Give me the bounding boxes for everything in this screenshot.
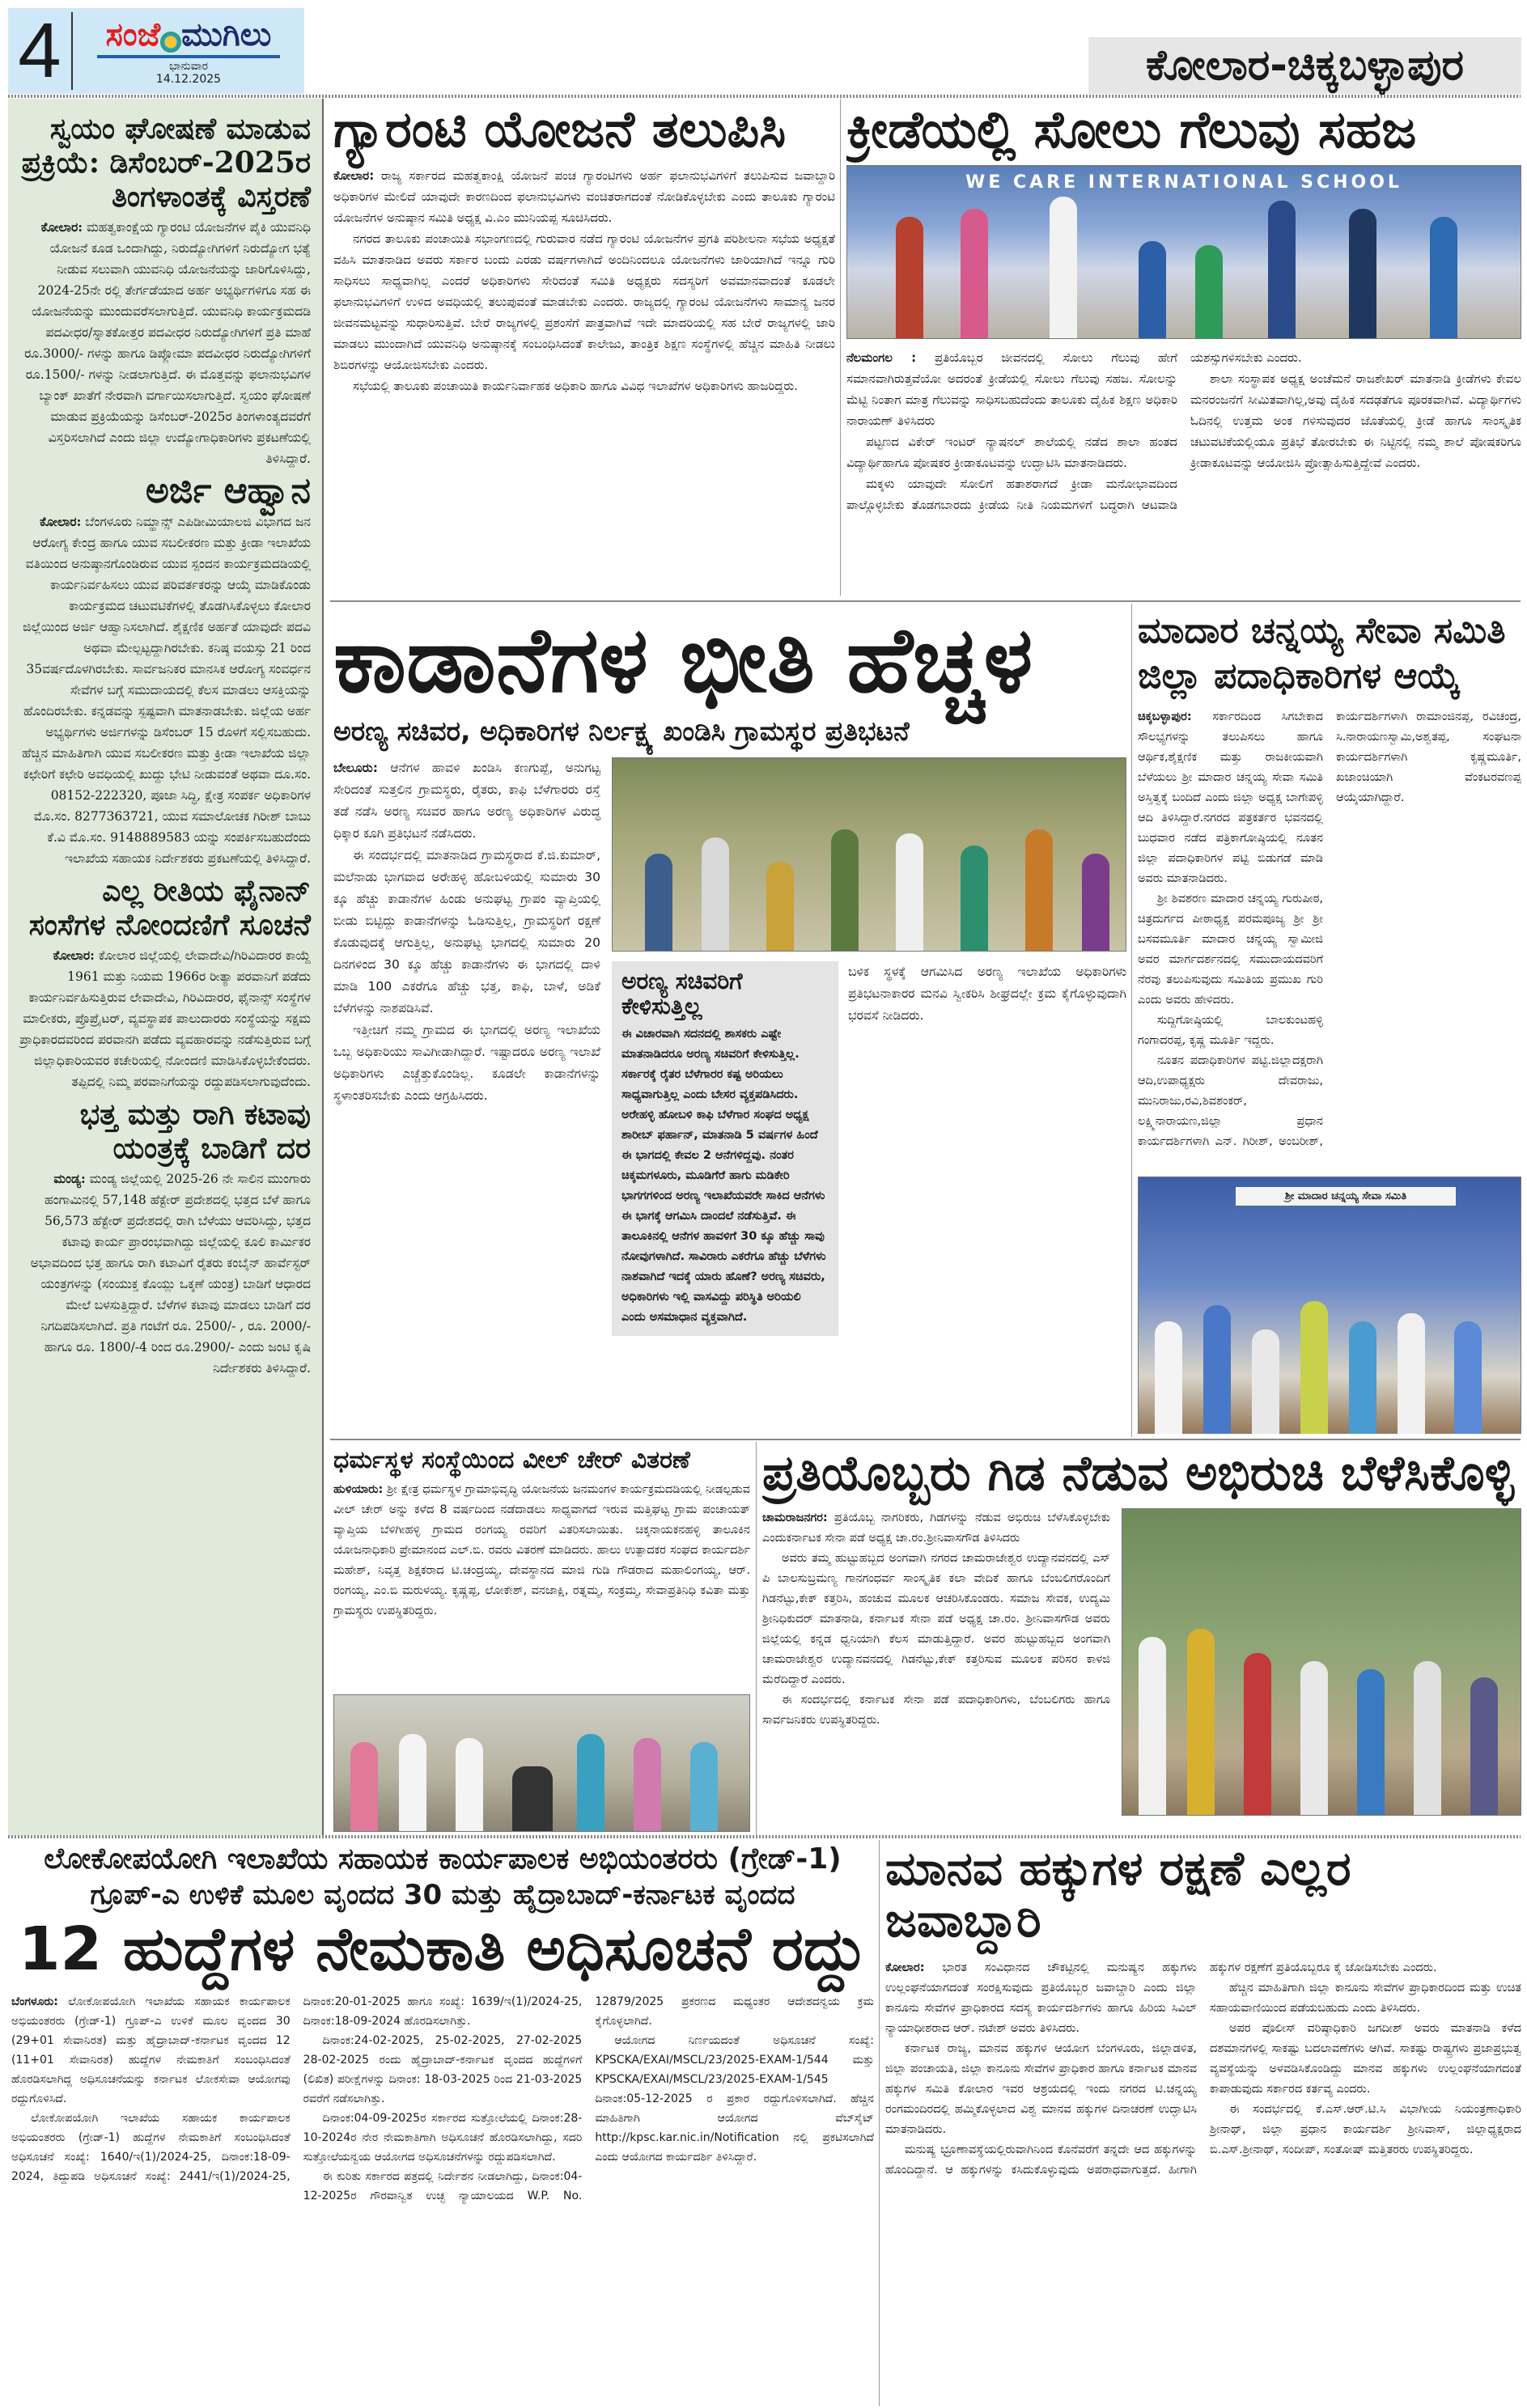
person-figure (896, 217, 923, 338)
person-figure (1470, 1677, 1498, 1815)
paragraph: ನಗರದ ತಾಲೂಕು ಪಂಚಾಯಿತಿ ಸಭಾಂಗಣದಲ್ಲಿ ಗುರುವಾರ ನಡೆದ ಗ್ಯಾರಂಟಿ ಯೋಜನೆಗಳ ಪ್ರಗತಿ ಪರಿಶೀಲನಾ ಸಭೆಯ ಅಧ್ಯಕ್ಷತೆ ವಹಿಸಿ ಮಾತನಾಡಿದ ಅವರು ಸರ್ಕಾರ ಬಂದು ಎರಡು ವರ್ಷಗಳಾಗಿದೆ ಅಂದಿನಿಂದಲೂ ಯೋಜನೆಗಳು ಜಾರಿಯಾಗಿದೆ ಇನ್ನೂ ಗುರಿ ಸಾಧಿಸಲು ಸಾಧ್ಯವಾಗಿಲ್ಲ ಎಂದರೆ ಅಧಿಕಾರಿಗಳು ಸೇರಿದಂತೆ ಸಮಿತಿ ಅಧ್ಯಕ್ಷರು ಸದಸ್ಯರಿಗೆ ಅವಮಾನವಾದಂತೆ ಕೂಡಲೇ ಫಲಾನುಭವಿಗಳಿಗೆ ಉಳಿದ ಅವಧಿಯಲ್ಲಿ ತಲುಪುವಂತೆ ಮಾಡಬೇಕು ಎಂದರು. ರಾಜ್ಯದಲ್ಲಿ ಗ್ಯಾರಂಟಿ ಯೋಜನೆಗಳು ಸಾಮಾನ್ಯ ಜನರ ಜೀವನಮಟ್ಟವನ್ನು ಸುಧಾರಿಸುತ್ತಿವೆ. ಬೇರೆ ರಾಜ್ಯಗಳಲ್ಲಿ ಪ್ರಶಂಸೆಗೆ ಪಾತ್ರವಾಗಿವೆ ಇದೇ ಮಾದರಿಯಲ್ಲಿ ಸಹ ಬೇರೆ ರಾಜ್ಯಗಳಲ್ಲಿ ಜಾರಿ ಮಾಡಲು ಮುಂದಾಗಿದೆ ಯುವನಿಧಿ ಅನುಷ್ಠಾನಕ್ಕೆ ಸಂಬಂಧಿಸಿದಂತೆ ಕಾಲೇಜು, ತಾಂತ್ರಿಕ ಶಿಕ್ಷಣ ಸಂಸ್ಥೆಗಳಲ್ಲಿ ಹೆಚ್ಚಿನ ಮಾಹಿತಿ ನೀಡಲು ಶಿಬಿರಗಳನ್ನು ಆಯೋಜಿಸಬೇಕು ಎಂದರು. (333, 231, 835, 373)
article-headline: ಕಾಡಾನೆಗಳ ಭೀತಿ ಹೆಚ್ಚಳ (333, 608, 1033, 713)
dateline: ಕೋಲಾರ: (40, 219, 83, 235)
person-figure (1203, 1305, 1231, 1434)
dateline: ಚಿಕ್ಕಬಳ್ಳಾಪುರ: (1138, 710, 1192, 723)
person-figure (961, 209, 988, 338)
person-figure (1082, 854, 1109, 951)
paragraph: ಶಾಲಾ ಸಂಸ್ಥಾಪಕ ಅಧ್ಯಕ್ಷ ಅಂಚೆಮನೆ ರಾಜಶೇಖರ್ ಮಾತನಾಡಿ ಕ್ರೀಡೆಗಳು ಕೇವಲ ಮನರಂಜನೆಗೆ ಸೀಮಿತವಾಗಿಲ್ಲ,ಅವು ದೈಹಿಕ ಸದಢತೆಗೂ ಪೂರಕವಾಗಿವೆ. ವಿದ್ಯಾರ್ಥಿಗಳು ಓದಿನಲ್ಲಿ ಉತ್ತಮ ಅಂಕ ಗಳಿಸುವುದರ ಜೊತೆಯಲ್ಲಿ ಕ್ರೀಡೆ ಹಾಗೂ ಸಾಂಸ್ಕೃತಿಕ ಚಟುವಟಿಕೆಯಲ್ಲಿಯೂ ಪ್ರತಿಭೆ ತೋರಬೇಕು ಈ ನಿಟ್ಟಿನಲ್ಲಿ ನಮ್ಮ ಶಾಲೆ ಪೋಷಕರಿಗೂ ಕ್ರೀಡಾಕೂಟವನ್ನು ಆಯೋಜಿಸಿ ಪ್ರೋತ್ಸಾಹಿಸುತ್ತಿದ್ದೇವೆ ಎಂದರು. (1190, 371, 1521, 471)
issue-day: ಭಾನುವಾರ (168, 60, 209, 73)
issue-date: 14.12.2025 (155, 73, 222, 86)
article-headline: ಪ್ರತಿಯೊಬ್ಬರು ಗಿಡ ನೆಡುವ ಅಭಿರುಚಿ ಬೆಳೆಸಿಕೊಳ್ಳಿ (762, 1447, 1515, 1502)
article-body (11, 1992, 874, 2206)
body-text: ಶ್ರೀ ಕ್ಷೇತ್ರ ಧರ್ಮಸ್ಥಳ ಗ್ರಾಮಾಭಿವೃದ್ಧಿ ಯೋಜನೆಯ ಜನಮಂಗಳ ಕಾರ್ಯಕ್ರಮದಡಿಯಲ್ಲಿ ನೀಡಲ್ಪಡುವ ವೀಲ್ ಚೇರ್ ಅನ್ನು ಕಳೆದ 8 ವರ್ಷದಿಂದ ನಡೆದಾಡಲು ಸಾಧ್ಯವಾಗದೆ ಇರುವ ಮತ್ತಿಘಟ್ಟ ಗ್ರಾಮ ಪಂಚಾಯತ್ ವ್ಯಾಪ್ತಿಯ ಬೆಳಿಗೀಹಳ್ಳಿ ಗ್ರಾಮದ ರಂಗಯ್ಯ ರವರಿಗೆ ವಿತರಿಸಲಾಯಿತು. ಚಿಕ್ಕನಾಯಕನಹಳ್ಳಿ ತಾಲೂಕಿನ ಯೋಜನಾಧಿಕಾರಿ ಪ್ರೇಮಾನಂದ ಎಲ್.ಬಿ. ರವರು ವಿತರಣೆ ಮಾಡಿದರು. ಹಾಲು ಉತ್ಪಾದಕರ ಸಂಘದ ಕಾರ್ಯದರ್ಶಿ ಮಹೇಶ್, ನಿವೃತ್ತ ಶಿಕ್ಷಕರಾದ ಟಿ.ಚಂದ್ರಯ್ಯ, ದೇವಸ್ಥಾನದ ಮಾಜಿ ಗುಡಿ ಗೌಡರಾದ ಮಹಾಲಿಂಗಯ್ಯ, ಆರ್. ರಂಗಯ್ಯ, ಎಂ.ಬಿ ಮರುಳಯ್ಯ. ಕೃಷ್ಣಪ್ಪ, ಲೋಕೇಶ್, ವನಜಾಕ್ಷಿ, ರತ್ನಮ್ಮ, ಸಂಕ್ರಮ್ಮ, ಸೇವಾಪ್ರತಿನಿಧಿ ಕವಿತಾ ಮತ್ತು ಗ್ರಾಮಸ್ಥರು ಉಪಸ್ಥಿತರಿದ್ದರು. (333, 1483, 750, 1617)
paragraph: ನೂತನ ಪದಾಧಿಕಾರಿಗಳ ಪಟ್ಟಿ.ಜಿಲ್ಲಾದಕ್ಷರಾಗಿ ಆದಿ,ಉಪಾಧ್ಯಕ್ಷರು ದೇವರಾಜು, ಮುನಿರಾಜು,ರವಿ,ಶಿವಶಂಕರ್, ಲಕ್ಷ್ಮಿನಾರಾಯಣ,ಜಿಲ್ಲಾ ಪ್ರಧಾನ ಕಾರ್ಯದರ್ಶಿಗಳಾಗಿ ಎನ್. ಗಿರೀಶ್, ಅಂಬರೀಶ್, ಕಾರ್ಯದರ್ಶಿಗಳಾಗಿ ರಾಮಾಂಜಿನಪ್ಪ, ರವಿಚಂದ್ರ, ಸಿ.ನಾರಾಯಣಸ್ವಾಮಿ,ಅಶ್ವತಪ್ಪ, ಸಂಘಟನಾ ಕಾರ್ಯದರ್ಶಿಗಳಾಗಿ ಕೃಷ್ಣಮೂರ್ತಿ, ಖಜಾಂಚಿಯಾಗಿ ವೆಂಕಟರವಣಪ್ಪ ಆಯ್ಕೆಯಾಗಿದ್ದಾರೆ. (1138, 710, 1521, 1148)
photo-frame (846, 165, 1521, 339)
headline-kicker: ಲೋಕೋಪಯೋಗಿ ಇಲಾಖೆಯ ಸಹಾಯಕ ಕಾರ್ಯಪಾಲಕ ಅಭಿಯಂತರರು (ಗ್ರೇಡ್-1) (44, 1843, 842, 1876)
article-headline: 12 ಹುದ್ದೆಗಳ ನೇಮಕಾತಿ ಅಧಿಸೂಚನೆ ರದ್ದು (19, 1914, 867, 1984)
dateline: ಹುಳಿಯಾರು: (333, 1483, 384, 1496)
paragraph: ಮಕ್ಕಳು ಯಾವುದೇ ಸೋಲಿಗೆ ಹತಾಶರಾಗದೆ ಕ್ರೀಡಾ ಮನೋಭಾವದಿಂದ ಪಾಲ್ಗೊಳ್ಳಬೇಕು ತೊಡಗಬಾರದು ಕ್ರೀಡೆಯ ನೀತಿ ನಿಯಮಗಳಿಗೆ ಬದ್ಧರಾಗಿ ಆಟವಾಡಿ ಯಶಸ್ಸುಗಳಿಸಬೇಕು ಎಂದರು. (846, 350, 1302, 513)
article-headline: ಗ್ಯಾರಂಟಿ ಯೋಜನೆ ತಲುಪಿಸಿ (333, 102, 787, 159)
section-banner: ಕೋಲಾರ-ಚಿಕ್ಕಬಳ್ಳಾಪುರ (1088, 37, 1521, 94)
column-divider (756, 1442, 757, 1835)
article-headline: ಮಾದಾರ ಚನ್ನಯ್ಯ ಸೇವಾ ಸಮಿತಿ ಜಿಲ್ಲಾ ಪದಾಧಿಕಾರಿಗಳ ಆಯ್ಕೆ (1138, 610, 1506, 697)
person-figure (690, 1742, 718, 1831)
wheelchair-photo (333, 1694, 750, 1832)
person-figure (634, 1738, 661, 1831)
wheelchair-figure (512, 1766, 553, 1831)
body-text: ಮಹತ್ವಕಾಂಕ್ಷೆಯ ಗ್ಯಾರಂಟಿ ಯೋಜನೆಗಳ ಪೈಕಿ ಯುವನಿಧಿ ಯೋಜನೆ ಕೂಡ ಒಂದಾಗಿದ್ದು, ನಿರುದ್ಯೋಗಿಗಳಿಗೆ ನಿರುದ್ಯೋಗ ಭತ್ಯೆ ನೀಡುವ ಸಲುವಾಗಿ ಯುವನಿಧಿ ಯೋಜನೆಯನ್ನು ಜಾರಿಗೊಳಿಸಿದ್ದು, 2024-25ನೇ ರಲ್ಲಿ ತೇರ್ಗಡೆಯಾದ ಅರ್ಹ ಅಭ್ಯರ್ಥಿಗಳಿಗೂ ಸಹ ಈ ಯೋಜನೆಯನ್ನು ಮುಂದುವರೆಸಲಾಗುತ್ತಿದೆ. ಯುವನಿಧಿ ಕಾರ್ಯಕ್ರಮದಡಿ ಪದವೀಧರ/ಸ್ನಾತಕೋತ್ತರ ಪದವೀಧರ ನಿರುದ್ಯೋಗಿಗಳಿಗೆ ಪ್ರತಿ ಮಾಹೆ ರೂ.3000/- ಗಳನ್ನು ಹಾಗೂ ಡಿಪ್ಲೋಮಾ ಪದವೀಧರ ನಿರುದ್ಯೋಗಿಗಳಿಗೆ ರೂ.1500/- ಗಳನ್ನು ನೀಡಲಾಗುತ್ತಿದೆ. ಈ ಮೊತ್ತವನ್ನು ಫಲಾನುಭವಿಗಳ ಬ್ಯಾಂಕ್ ಖಾತೆಗೆ ನೇರವಾಗಿ ವರ್ಗಾಯಿಸಲಾಗುತ್ತಿದೆ. ಸ್ವಯಂ ಘೋಷಣೆ ಮಾಡುವ ಪ್ರಕ್ರಿಯೆಯನ್ನು ಡಿಸೆಂಬರ್-2025ರ ತಿಂಗಳಾಂತ್ಯದವರೆಗೆ ವಿಸ್ತರಿಸಲಾಗಿದೆ ಎಂದು ಜಿಲ್ಲಾ ಉದ್ಯೋಗಾಧಿಕಾರಿಗಳು ಪ್ರಕಟಣೆಯಲ್ಲಿ ತಿಳಿಸಿದ್ದಾರೆ. (24, 220, 311, 466)
box-title: ಅರಣ್ಯ ಸಚಿವರಿಗೆ ಕೇಳಿಸುತ್ತಿಲ್ಲ (621, 968, 743, 1020)
article-body (19, 1168, 311, 1379)
person-figure (1139, 1637, 1166, 1815)
person-figure (645, 854, 672, 951)
box-body: ಈ ವಿಚಾರವಾಗಿ ಸದನದಲ್ಲಿ ಶಾಸಕರು ಎಷ್ಟೇ ಮಾತನಾಡಿದರೂ ಅರಣ್ಯ ಸಚಿವರಿಗೆ ಕೇಳಿಸುತ್ತಿಲ್ಲ. ಸರ್ಕಾರಕ್ಕೆ ರೈತರ ಬೆಳೆಗಾರರ ಕಷ್ಟ ಅರಿಯಲು ಸಾಧ್ಯವಾಗುತ್ತಿಲ್ಲ ಎಂದು ಬೇಸರ ವ್ಯಕ್ತಪಡಿಸಿದರು. ಅರೇಹಳ್ಳಿ ಹೋಬಳಿ ಕಾಫಿ ಬೆಳೆಗಾರ ಸಂಘದ ಅಧ್ಯಕ್ಷ ಶಾರೀಬ್ ಫರ್ಹಾನ್, ಮಾತನಾಡಿ 5 ವರ್ಷಗಳ ಹಿಂದೆ ಈ ಭಾಗದಲ್ಲಿ ಕೇವಲ 2 ಆನೆಗಳಿದ್ದವು. ನಂತರ ಚಿಕ್ಕಮಗಳೂರು, ಮೂಡಿಗೆರೆ ಹಾಗು ಮಡಿಕೇರಿ ಭಾಗಗಗಳಿಂದ ಅರಣ್ಯ ಇಲಾಖೆಯವರೇ ಸಾಕಿದ ಆನೆಗಳು ಈ ಭಾಗಕ್ಕೆ ಆಗಮಿಸಿ ದಾಂದಲೆ ನಡೆಸುತ್ತಿವೆ. ಈ ತಾಲೂಕಿನಲ್ಲಿ ಆನೆಗಳ ಹಾವಳಿಗೆ 30 ಕ್ಕೂ ಹೆಚ್ಚು ಸಾವು ನೋವುಗಳಾಗಿದೆ. ಸಾವಿರಾರು ಎಕರೆಗೂ ಹೆಚ್ಚು ಬೆಳೆಗಳು ನಾಶವಾಗಿದೆ ಇದಕ್ಕೆ ಯಾರು ಹೊಣೆ? ಅರಣ್ಯ ಸಚಿವರು, ಅಧಿಕಾರಿಗಳು ಇಲ್ಲಿ ವಾಸವಿದ್ದು ಪರಿಸ್ಥಿತಿ ಅರಿಯಲಿ ಎಂದು ಅಸಮಾಧಾನ ವ್ಯಕ್ತವಾಗಿದೆ. (621, 1027, 826, 1324)
section-divider (330, 600, 1521, 602)
person-figure (1349, 209, 1376, 338)
body-text: ಪ್ರತಿಯೊಬ್ಬ ನಾಗರಿಕರು, ಗಿಡಗಳನ್ನು ನೆಡುವ ಅಭಿರುಚಿ ಬೆಳೆಸಿಕೊಳ್ಳಬೇಕು ಎಂದುಕರ್ನಾಟಕ ಸೇನಾ ಪಡೆ ಅಧ್ಯಕ್ಷ ಚಾ.ರಂ.ಶ್ರೀನಿವಾಸಗೌಡ ತಿಳಿಸಿದರು (762, 1511, 1111, 1545)
paragraph (333, 757, 600, 845)
person-figure (1454, 1321, 1482, 1434)
tree-planting-photo (1122, 1508, 1521, 1816)
paragraph: ಅವರು ತಮ್ಮ ಹುಟ್ಟುಹಬ್ಬದ ಅಂಗವಾಗಿ ನಗರದ ಚಾಮರಾಜೇಶ್ವರ ಉದ್ಯಾನವನದಲ್ಲಿ ಎಸ್ ಪಿ ಬಾಲಸುಬ್ರಮಣ್ಯ ಗಾನಗಂಧರ್ವ ಸಾಂಸ್ಕೃತಿಕ ಕಲಾ ವೇದಿಕೆ ಹಾಗೂ ಬೆಂಬಲಿಗರೊಂದಿಗೆ ಗಿಡನೆಟ್ಟು,ಕೇಕ್ ಕತ್ತರಿಸಿ, ಹಂಚುವ ಮೂಲಕ ಆಚರಿಸಿಕೊಂಡರು. ಸಮಾಜ ಸೇವಕ, ಉದ್ಯಮಿ ಶ್ರೀನಿಧಿಕುದರ್ ಮಾತನಾಡಿ, ಕರ್ನಾಟಕ ಸೇನಾ ಪಡೆ ಅಧ್ಯಕ್ಷ ಚಾ.ರಂ. ಶ್ರೀನಿವಾಸಗೌಡ ಅವರು ಜಿಲ್ಲೆಯಲ್ಲಿ ಕನ್ನಡ ಧ್ವನಿಯಾಗಿ ಕೆಲಸ ಮಾಡುತ್ತಿದ್ದಾರೆ. ಅವರ ಹುಟ್ಟುಹಬ್ಬದ ಅಂಗವಾಗಿ ಚಾಮರಾಜೇಶ್ವರ ಉದ್ಯಾನವನದಲ್ಲಿ ಗಿಡನೆಟ್ಟು,ಕೇಕ್ ಕತ್ತರಿಸುವ ಮೂಲಕ ಪರಿಸರ ಕಾಳಜಿ ಮೆರೆದಿದ್ದಾರೆ ಎಂದರು. (762, 1552, 1110, 1686)
article-body (19, 945, 311, 1092)
paragraph (1138, 707, 1323, 889)
article-body (333, 1480, 750, 1622)
body-text: ಪ್ರತಿಯೊಬ್ಬರ ಜೀವನದಲ್ಲಿ ಸೋಲು ಗೆಲುವು ಹೇಗೆ ಸಮಾನವಾಗಿರುತ್ತವೆಯೋ ಅದರಂತೆ ಕ್ರೀಡೆಯಲ್ಲಿ ಸೋಲು ಗೆಲುವು ಸಹಜ. ಸೋಲನ್ನು ಮೆಟ್ಟಿ ನಿಂತಾಗ ಮಾತ್ರ ಗೆಲುವನ್ನು ಸಾಧಿಸಬಹುದೆಂದು ತಾಲೂಕು ದೈಹಿಕ ಶಿಕ್ಷಣ ಅಧಿಕಾರಿ ನಾರಾಯಣ್ ತಿಳಿಸಿದರು (846, 350, 1177, 429)
person-figure (577, 1734, 604, 1831)
person-figure (1430, 217, 1457, 338)
person-figure (1139, 241, 1166, 338)
dateline: ಬೇಲೂರು: (333, 761, 378, 776)
body-text: ರಾಜ್ಯ ಸರ್ಕಾರದ ಮಹತ್ವಕಾಂಕ್ಷಿ ಯೋಜನೆ ಪಂಚ ಗ್ಯಾರಂಟಿಗಳು ಅರ್ಹ ಫಲಾನುಭವಿಗಳಿಗೆ ತಲುಪಿಸುವ ಜವಾಬ್ದಾರಿ ಅಧಿಕಾರಿಗಳ ಮೇಲಿದೆ ಯಾವುದೇ ಕಾರಣದಿಂದ ಫಲಾನುಭವಿಗಳು ವಂಚಿತರಾಗದಂತೆ ನೋಡಿಕೊಳ್ಳಬೇಕು ಎಂದು ತಾಲೂಕು ಗ್ಯಾರಂಟಿ ಯೋಜನೆಗಳ ಅನುಷ್ಠಾನ ಸಮಿತಿ ಅಧ್ಯಕ್ಷ ವಿ.ಎಂ ಮುನಿಯಪ್ಪ ಸೂಚಿಸಿದರು. (333, 168, 835, 226)
sidebar-box (612, 961, 838, 1336)
person-figure (1268, 201, 1296, 338)
article-body (333, 165, 835, 396)
dateline: ಬೆಂಗಳೂರು: (11, 1995, 58, 2009)
paragraph: ಆಯೋಗದ ನಿರ್ಣಯದಂತೆ ಅಧಿಸೂಚನೆ ಸಂಖ್ಯೆ: KPSCKA/EXAI/MSCL/23/2025-EXAM-1/544 ಮತ್ತು KPSCKA/EXAI/MSCL/23/2025-EXAM-1/545 ದಿನಾಂಕ:05-12-2025 ರ ಪ್ರಕಾರ ರದ್ದುಗೊಳಿಸಲಾಗಿದೆ. ಹೆಚ್ಚಿನ ಮಾಹಿತಿಗಾಗಿ ಆಯೋಗದ ವೆಬ್‌ಸೈಟ್ http://kpsc.kar.nic.in/Notification ನಲ್ಲಿ ಪ್ರಕಟಿಸಲಾಗಿದೆ ಎಂದು ಆಯೋಗದ ಕಾರ್ಯದರ್ಶಿ ತಿಳಿಸಿದ್ದಾರೆ. (595, 2034, 874, 2164)
sports-photo (846, 165, 1521, 339)
article-pwd-recruitment (11, 1843, 874, 2405)
left-column-briefs (8, 99, 324, 1835)
paragraph: ಈ ಸಂದರ್ಭದಲ್ಲಿ ಕೆ.ಎಸ್.ಆರ್.ಟಿ.ಸಿ ವಿಭಾಗೀಯ ನಿಯಂತ್ರಣಾಧಿಕಾರಿ ಶ್ರೀನಾಥ್, ಜಿಲ್ಲಾ ಪ್ರಧಾನ ಕಾರ್ಯದರ್ಶಿ ಶ್ರೀನಿವಾಸ್, ಜಿಲ್ಲಾಧ್ಯಕ್ಷರಾದ ಬಿ.ಎಸ್.ಶ್ರೀನಾಥ್, ಸಂದೀಪ್, ಸಂತೋಷ್ ಮತ್ತಿತರರು ಉಪಸ್ಥಿತರಿದ್ದರು. (1210, 2102, 1521, 2156)
photo-banner-text: WE CARE INTERNATIONAL SCHOOL (965, 172, 1402, 193)
paragraph: ಈ ಸಂದರ್ಭದಲ್ಲಿ ಮಾತನಾಡಿದ ಗ್ರಾಮಸ್ಥರಾದ ಕೆ.ಜಿ.ಕುಮಾರ್, ಮಲೆನಾಡು ಭಾಗವಾದ ಅರೇಹಳ್ಳಿ ಹೋಬಳಿಯಲ್ಲಿ ಸುಮಾರು 30 ಕ್ಕೂ ಹೆಚ್ಚು ಕಾಡಾನೆಗಳ ಹಿಂಡು ಅನುಘಟ್ಟ ಗ್ರಾಪಂ ವ್ಯಾಪ್ತಿಯಲ್ಲಿ ಬೀಡು ಬಿಟ್ಟಿದ್ದು ಕಾಡಾನೆಗಳನ್ನು ಓಡಿಸುತ್ತಿಲ್ಲ, ಗ್ರಾಮಸ್ಥರಿಗೆ ರಕ್ಷಣೆ ಕೊಡುವುದಕ್ಕೆ ಆಗುತ್ತಿಲ್ಲ, ಅನುಘಟ್ಟ ಭಾಗದಲ್ಲಿ ಸುಮಾರು 20 ದಿನಗಳಿಂದ 30 ಕ್ಕೂ ಹೆಚ್ಚು ಕಾಡಾನೆಗಳು ಈ ಭಾಗದಲ್ಲಿ ದಾಳಿ ಮಾಡಿ 100 ಎಕರೆಗೂ ಹೆಚ್ಚು ಭತ್ತ, ಕಾಫಿ, ಬಾಳೆ, ಅಡಿಕೆ ಬೆಳೆಗಳನ್ನು ನಾಶಪಡಿಸಿವೆ. (333, 848, 600, 1016)
dateline: ಕೋಲಾರ: (39, 514, 82, 529)
article-body (19, 511, 311, 869)
paragraph (846, 347, 1177, 431)
column-divider (879, 1840, 880, 2406)
article-body (885, 1958, 1521, 2181)
sun-logo-icon (160, 32, 181, 53)
article-headline: ಮಾನವ ಹಕ್ಕುಗಳ ರಕ್ಷಣೆ ಎಲ್ಲರ ಜವಾಬ್ದಾರಿ (885, 1843, 1351, 1948)
person-figure (1025, 829, 1053, 951)
photo-frame (1122, 1508, 1521, 1816)
dateline: ಕೋಲಾರ: (53, 948, 95, 963)
article-body (19, 217, 311, 469)
person-figure (896, 833, 923, 951)
dateline: ಚಾಮರಾಜನಗರ: (762, 1511, 828, 1524)
column-divider (840, 99, 841, 596)
logo-part1: ಸಂಜೆ (105, 16, 161, 53)
article-tree-planting (762, 1447, 1521, 1832)
dateline: ಕೋಲಾರ: (333, 168, 375, 184)
person-figure (1155, 1321, 1182, 1434)
paragraph: ದಿನಾಂಕ:04-09-2025ರ ಸರ್ಕಾರದ ಸುತ್ತೋಲೆಯಲ್ಲಿ ದಿನಾಂಕ:28-10-2024ರ ನೇರ ನೇಮಕಾತಿಗಾಗಿ ಅಧಿಸೂಚನೆ ಹೊರಡಿಸಲಾಗಿದ್ದು, ಸದರಿ ಸುತ್ತೋಲೆಯನ್ವಯ ಆಯೋಗದ ಅಧಿಸೂಚನೆಗಳನ್ನು ರದ್ದುಪಡಿಸಲಾಗಿದೆ. (303, 2112, 583, 2164)
person-figure (1252, 1329, 1279, 1434)
paragraph (11, 1992, 291, 2109)
body-text: ಕೋಲಾರ ಜಿಲ್ಲೆಯಲ್ಲಿ ಲೇವಾದೇವಿ/ಗಿರಿವಿದಾರರ ಕಾಯ್ದೆ 1961 ಮತ್ತು ನಿಯಮ 1966ರ ರೀತ್ಯಾ ಪರವಾನಿಗೆ ಪಡೆದು ಕಾರ್ಯನಿರ್ವಹಿಸುತ್ತಿರುವ ಲೇವಾದೇವಿ, ಗಿರಿವಿದಾರರ, ಫೈನಾನ್ಸ್ ಸಂಸ್ಥೆಗಳ ಮಾಲೀಕರು, ಪ್ರೊಪ್ರೈಟರ್, ವ್ಯವಸ್ಥಾಪಕ ಪಾಲುದಾರರು ಸಂಸ್ಥೆಯನ್ನು ಸಕ್ಷಮ ಪ್ರಾಧಿಕಾರದವರಿಂದ ಪರವಾನಗಿ ಪಡೆದು ವ್ಯವಹಾರವನ್ನು ನಡೆಸುತ್ತಿರುವ ಬಗ್ಗೆ ಜಿಲ್ಲಾಧಿಕಾರಿಯವರ ಕಚೇರಿಯಲ್ಲಿ ನೋಂದಣಿ ಮಾಡಿಸಿಕೊಳ್ಳಬೇಕೆಂದರು. ತಪ್ಪಿದಲ್ಲಿ ನಿಮ್ಮ ಪರವಾನಿಗೆಯನ್ನು ರದ್ದುಪಡಿಸಲಾಗುವುದೆಂದು. (19, 948, 311, 1089)
body-text: ಆನೆಗಳ ಹಾವಳಿ ಖಂಡಿಸಿ ಕಣಗುಪ್ಪೆ, ಅನುಗಟ್ಟ ಸೇರಿದಂತೆ ಸುತ್ತಲಿನ ಗ್ರಾಮಸ್ಥರು, ರೈತರು, ಕಾಫಿ ಬೆಳೆಗಾರರು ರಸ್ತೆ ತಡೆ ನಡೆಸಿ ಅರಣ್ಯ ಸಚಿವರ ಹಾಗೂ ಅರಣ್ಯ ಅಧಿಕಾರಿಗಳ ವಿರುದ್ಧ ಧಿಕ್ಕಾರ ಕೂಗಿ ಪ್ರತಿಭಟನೆ ನಡೆಸಿದರು. (333, 761, 600, 842)
article-body (762, 1508, 1110, 1816)
paragraph: ಬಳಿಕ ಸ್ಥಳಕ್ಕೆ ಆಗಮಿಸಿದ ಅರಣ್ಯ ಇಲಾಖೆಯ ಅಧಿಕಾರಿಗಳು ಪ್ರತಿಭಟನಾಕಾರರ ಮನವಿ ಸ್ವೀಕರಿಸಿ ಶೀಘ್ರದಲ್ಲೇ ಕ್ರಮ ಕೈಗೊಳ್ಳುವುದಾಗಿ ಭರವಸೆ ನೀಡಿದರು. (848, 964, 1126, 1024)
article-wheelchair (333, 1447, 750, 1832)
article-headline: ಧರ್ಮಸ್ಥಳ ಸಂಸ್ಥೆಯಿಂದ ವೀಲ್ ಚೇರ್ ವಿತರಣೆ (333, 1447, 690, 1474)
person-figure (350, 1742, 378, 1831)
person-figure (456, 1738, 483, 1831)
article-body (846, 347, 1521, 515)
paragraph (333, 165, 835, 228)
article-elephants (333, 608, 1126, 1434)
person-figure (831, 829, 859, 951)
paragraph: ಸುದ್ದಿಗೋಷ್ಠಿಯಲ್ಲಿ ಬಾಲಕುಂಟಹಳ್ಳಿ ಗಂಗಾದರಪ್ಪ, ಕೃಷ್ಣ ಮೂರ್ತಿ ಇದ್ದರು. (1138, 1014, 1323, 1047)
person-figure (1187, 1629, 1215, 1815)
paragraph: ಈ ಕುರಿತು ಸರ್ಕಾರದ ಪತ್ರದಲ್ಲಿ ನಿರ್ದೇಶನ ನೀಡಲಾಗಿದ್ದು, ದಿನಾಂಕ:04-12-2025ರ ಗೌರವಾನ್ವಿತ ಉಚ್ಛ ನ್ಯಾಯಾಲಯದ W.P. No. 12879/2025 ಪ್ರಕರಣದ ಮಧ್ಯಂತರ ಆದೇಶದನ್ವಯ ಕ್ರಮ ಕೈಗೊಳ್ಳಲಾಗಿದೆ. (303, 1995, 874, 2203)
body-text: ಲೋಕೋಪಯೋಗಿ ಇಲಾಖೆಯ ಸಹಾಯಕ ಕಾರ್ಯಪಾಲಕ ಅಭಿಯಂತರರು (ಗ್ರೇಡ್-1) ಗ್ರೂಪ್-ಎ ಉಳಿಕೆ ಮೂಲ ವೃಂದದ 30 (29+01 ಸೇವಾನಿರತ) ಮತ್ತು ಹೈದ್ರಾಬಾದ್-ಕರ್ನಾಟಕ ವೃಂದದ 12 (11+01 ಸೇವಾನಿರತ) ಹುದ್ದೆಗಳ ನೇಮಕಾತಿಗೆ ಸಂಬಂಧಿಸಿದಂತೆ ಹೊರಡಿಸಲಾಗಿದ್ದ ಅಧಿಸೂಚನೆಯನ್ನು ಕರ್ನಾಟಕ ಲೋಕಸೇವಾ ಆಯೋಗವು ರದ್ದುಗೊಳಿಸಿದೆ. (11, 1995, 291, 2106)
article-human-rights (885, 1843, 1521, 2405)
article-subheadline: ಅರಣ್ಯ ಸಚಿವರ, ಅಧಿಕಾರಿಗಳ ನಿರ್ಲಕ್ಷ್ಯ ಖಂಡಿಸಿ ಗ್ರಾಮಸ್ಥರ ಪ್ರತಿಭಟನೆ (333, 715, 910, 747)
paragraph: ಶ್ರೀ ಶಿವಶರಣ ಮಾದಾರ ಚನ್ನಯ್ಯ ಗುರುಪೀಠ, ಚಿತ್ರದುರ್ಗದ ಪೀಠಾಧ್ಯಕ್ಷ ಪರಮಪೂಜ್ಯ ಶ್ರೀ ಶ್ರೀ ಬಸವಮೂರ್ತಿ ಮಾದಾರ ಚನ್ನಯ್ಯ ಸ್ವಾಮೀಜಿ ಅವರ ಮಾರ್ಗದರ್ಶನದಲ್ಲಿ ಸಮುದಾಯದವರಿಗೆ ನೆರವು ತಲುಪಿಸುವುದು ಸಮಿತಿಯ ಪ್ರಮುಖ ಗುರಿ ಎಂದು ಅವರು ಹೇಳಿದರು. (1138, 892, 1323, 1007)
body-text: ಭಾರತ ಸಂವಿಧಾನದ ಚೌಕಟ್ಟಿನಲ್ಲಿ ಮನುಷ್ಯನ ಹಕ್ಕುಗಳು ಉಲ್ಲಂಘನೆಯಾಗದಂತೆ ಸಂರಕ್ಷಿಸುವುದು ಪ್ರತಿಯೊಬ್ಬರ ಜವಾಬ್ದಾರಿ ಎಂದು ಜಿಲ್ಲಾ ಕಾನೂನು ಸೇವೆಗಳ ಪ್ರಾಧಿಕಾರದ ಸದಸ್ಯ ಕಾರ್ಯದರ್ಶಿಗಳು ಹಾಗೂ ಹಿರಿಯ ಸಿವಿಲ್ ನ್ಯಾಯಾಧೀಶರಾದ ಆರ್. ನಟೇಶ್ ಅವರು ತಿಳಿಸಿದರು. (885, 1961, 1197, 2035)
person-figure (399, 1734, 426, 1831)
photo-banner-text: ಶ್ರೀ ಮಾದಾರ ಚನ್ನಯ್ಯ ಸೇವಾ ಸಮಿತಿ (1236, 1187, 1456, 1206)
body-text: ಮಂಡ್ಯ ಜಿಲ್ಲೆಯಲ್ಲಿ 2025-26 ನೇ ಸಾಲಿನ ಮುಂಗಾರು ಹಂಗಾಮಿನಲ್ಲಿ 57,148 ಹೆಕ್ಟೇರ್ ಪ್ರದೇಶದಲ್ಲಿ ಭತ್ತದ ಬೆಳೆ ಹಾಗೂ 56,573 ಹೆಕ್ಟೇರ್ ಪ್ರದೇಶದಲ್ಲಿ ರಾಗಿ ಬೆಳೆಯು ಆವರಿಸಿದ್ದು, ಭತ್ತದ ಕಟಾವು ಕಾರ್ಯ ಪ್ರಾರಂಭವಾಗಿದ್ದು ಜಿಲ್ಲೆಯಲ್ಲಿ ಕೂಲಿ ಕಾರ್ಮಿಕರ ಅಭಾವದಿಂದ ಭತ್ತ ಹಾಗೂ ರಾಗಿ ಕಟಾವಿಗೆ ರೈತರು ಕಂಬೈನ್ ಹಾರ್ವೆಸ್ಟರ್ ಯಂತ್ರಗಳನ್ನು (ಸಂಯುಕ್ತ ಕೊಯ್ಲು ಒಕ್ಕಣೆ ಯಂತ್ರ) ಬಾಡಿಗೆ ಆಧಾರದ ಮೇಲೆ ಬಳಸುತ್ತಿದ್ದಾರೆ. ಬೆಳೆಗಳ ಕಟಾವು ಮಾಡಲು ಬಾಡಿಗೆ ದರ ನಿಗದಿಪಡಿಸಲಾಗಿದೆ. ಪ್ರತಿ ಗಂಟೆಗೆ ರೂ. 2500/- , ರೂ. 2000/- ಹಾಗೂ ರೂ. 1800/-4 ರಿಂದ ರೂ.2900/- ಎಂದು ಜಂಟಿ ಕೃಷಿ ನಿರ್ದೇಶಕರು ತಿಳಿಸಿದ್ದಾರೆ. (30, 1172, 311, 1376)
paragraph: ಲೋಕೋಪಯೋಗಿ ಇಲಾಖೆಯ ಸಹಾಯಕ ಕಾರ್ಯಪಾಲಕ ಅಭಿಯಂತರರು (ಗ್ರೇಡ್-1) ಹುದ್ದೆಗಳ ನೇಮಕಾತಿಗೆ ಸಂಬಂಧಿಸಿದಂತೆ ಅಧಿಸೂಚನೆ ಸಂಖ್ಯೆ: 1640/ಇ(1)/2024-25, ದಿನಾಂಕ:18-09-2024, ತಿದ್ದುಪಡಿ ಅಧಿಸೂಚನೆ ಸಂಖ್ಯೆ: 2441/ಇ(1)/2024-25, ದಿನಾಂಕ:20-01-2025 ಹಾಗೂ ಸಂಖ್ಯೆ: 1639/ಇ(1)/2024-25, ದಿನಾಂಕ:18-09-2024 ಹೊರಡಿಸಲಾಗಿತ್ತು. (11, 1995, 583, 2184)
person-figure (1349, 1321, 1376, 1434)
article-headline: ಅರ್ಜಿ ಆಹ್ವಾನ (145, 470, 311, 511)
paragraph: ಇತ್ತೀಚಿಗೆ ನಮ್ಮ ಗ್ರಾಮದ ಈ ಭಾಗದಲ್ಲಿ ಅರಣ್ಯ ಇಲಾಖೆಯ ಒಬ್ಬ ಅಧಿಕಾರಿಯು ಸಾವಿಗೀಡಾಗಿದ್ದಾರೆ. ಇಷ್ಟಾದರೂ ಅರಣ್ಯ ಇಲಾಖೆ ಅಧಿಕಾರಿಗಳು ಎಚ್ಚೆತ್ತುಕೊಂಡಿಲ್ಲ. ಕೂಡಲೇ ಕಾಡಾನೆಗಳನ್ನು ಸ್ಥಳಾಂತರಿಸಬೇಕು ಎಂದು ಆಗ್ರಹಿಸಿದರು. (333, 1023, 600, 1104)
paragraph (762, 1508, 1110, 1549)
body-text: ಬೆಂಗಳೂರು ನಿಮ್ಹಾನ್ಸ್ ಎಪಿಡೀಮಿಯಾಲಜಿ ವಿಭಾಗದ ಜನ ಆರೋಗ್ಯ ಕೇಂದ್ರ ಹಾಗೂ ಯುವ ಸಬಲೀಕರಣ ಮತ್ತು ಕ್ರೀಡಾ ಇಲಾಖೆಯ ವತಿಯಿಂದ ಅನುಷ್ಠಾನಗೊಂಡಿರುವ ಯುವ ಸ್ಪಂದನ ಕಾರ್ಯಕ್ರಮದಡಿಯಲ್ಲಿ ಕಾರ್ಯನಿರ್ವಹಿಸಲು ಯುವ ಪರಿವರ್ತಕರನ್ನು ಆಯ್ಕೆ ಮಾಡಿಕೊಂಡು ಕಾರ್ಯಕ್ರಮದ ಚಟುವಟಿಕೆಗಳಲ್ಲಿ ತೊಡಗಿಸಿಕೊಳ್ಳಲು ಕೋಲಾರ ಜಿಲ್ಲೆಯಿಂದ ಅರ್ಜಿ ಆಹ್ವಾನಿಸಲಾಗಿದೆ. ಶೈಕ್ಷಣಿಕ ಅರ್ಹತೆ ಯಾವುದೇ ಪದವಿ ಅಥವಾ ಮೇಲ್ಪಟ್ಟದ್ದಾಗಿರಬೇಕು. ಕನಿಷ್ಠ ವಯಸ್ಸು 21 ರಿಂದ 35ವರ್ಷದೊಳಗಿರಬೇಕು. ಸಾರ್ವಜನಿಕರ ಮಾನಸಿಕ ಆರೋಗ್ಯ ಸಂವರ್ಧನ ಸೇವೆಗಳ ಬಗ್ಗೆ ಸಮುದಾಯದಲ್ಲಿ ಕೆಲಸ ಮಾಡಲು ಆಸಕ್ತಿಯನ್ನು ಹೊಂದಿರಬೇಕು. ಕನ್ನಡವನ್ನು ಸ್ಪಷ್ಟವಾಗಿ ಮಾತನಾಡಬೇಕು. ಜಿಲ್ಲೆಯ ಅರ್ಹ ಅಭ್ಯರ್ಥಿಗಳು ಅರ್ಜಿಗಳನ್ನು ಡಿಸೆಂಬರ್ 15 ರೊಳಗೆ ಸಲ್ಲಿಸಬಹುದು. ಹೆಚ್ಚಿನ ಮಾಹಿತಿಗಾಗಿ ಯುವ ಸಬಲೀಕರಣ ಮತ್ತು ಕ್ರೀಡಾ ಇಲಾಖೆಯ ಜಿಲ್ಲಾ ಕಛೇರಿಗೆ ಕಛೇರಿ ಅವಧಿಯಲ್ಲಿ ಖುದ್ದು ಭೇಟಿ ನೀಡುವಂತೆ ಅಥವಾ ದೂ.ಸಂ. 08152-222320, ಪೂಜಾ ಸಿದ್ಧಿ, ಕ್ಷೇತ್ರ ಸಂಪರ್ಕ ಅಧಿಕಾರಿಗಳ ಮೊ.ಸಂ. 8277363721, ಯುವ ಸಮಾಲೋಚಕ ಗಿರೀಶ್ ಬಾಬು ಕೆ.ವಿ ಮೊ.ಸಂ. 9148889583 ಯನ್ನು ಸಂಪರ್ಕಿಸಬಹುದೆಂದು ಇಲಾಖೆಯ ಸಹಾಯಕ ನಿರ್ದೇಶಕರು ಪ್ರಕಟಣೆಯಲ್ಲಿ ತಿಳಿಸಿದ್ದಾರೆ. (22, 515, 311, 866)
dateline: ಮಂಡ್ಯ: (53, 1171, 86, 1186)
article-sports (846, 102, 1521, 596)
article-madara-channaiah (1138, 608, 1521, 1434)
committee-photo (1138, 1176, 1521, 1434)
article-headline: ಭತ್ತ ಮತ್ತು ರಾಗಿ ಕಟಾವು ಯಂತ್ರಕ್ಕೆ ಬಾಡಿಗೆ ದರ (79, 1097, 311, 1165)
protest-photo (612, 757, 1126, 952)
article-headline: ಎಲ್ಲ ರೀತಿಯ ಫೈನಾನ್ ಸಂಸೆಗಳ ನೋಂದಣಿಗೆ ಸೂಚನೆ (28, 874, 311, 942)
article-body (333, 757, 600, 1336)
body-text: ಸರ್ಕಾರದಿಂದ ಸಿಗಬೇಕಾದ ಸೌಲಭ್ಯಗಳನ್ನು ತಲುಪಿಸಲು ಹಾಗೂ ಆರ್ಥಿಕ,ಶೈಕ್ಷಣಿಕ ಮತ್ತು ರಾಜಕೀಯವಾಗಿ ಬೆಳೆಯಲು ಶ್ರೀ ಮಾದಾರ ಚನ್ನಯ್ಯ ಸೇವಾ ಸಮಿತಿ ಅಸ್ತಿತ್ವಕ್ಕೆ ಬಂದಿದೆ ಎಂದು ಜಿಲ್ಲಾ ಅಧ್ಯಕ್ಷ ಬಾಗೇಪಳ್ಳಿ ಆದಿ ತಿಳಿಸಿದ್ದಾರೆ.ನಗರದ ಪತ್ರಕರ್ತರ ಭವನದಲ್ಲಿ ಬುಧವಾರ ನಡೆದ ಪತ್ರಿಕಾಗೋಷ್ಠಿಯಲ್ಲಿ ನೂತನ ಜಿಲ್ಲಾ ಪದಾಧಿಕಾರಿಗಳ ಪಟ್ಟಿ ಬಿಡುಗಡೆ ಮಾಡಿ ಅವರು ಮಾತನಾಡಿದರು. (1138, 710, 1323, 885)
dateline: ನೆಲಮಂಗಲ : (846, 350, 917, 366)
paragraph (333, 1480, 750, 1622)
person-figure (1300, 1661, 1328, 1815)
paragraph: ಈ ಸಂದರ್ಭದಲ್ಲಿ ಕರ್ನಾಟಕ ಸೇನಾ ಪಡೆ ಪದಾಧಿಕಾರಿಗಳು, ಬೆಂಬಲಿಗರು ಹಾಗೂ ಸಾರ್ವಜನಿಕರು ಉಪಸ್ಥಿತರಿದ್ದರು. (762, 1694, 1110, 1727)
paragraph: ಪಟ್ಟಣದ ವಿಕೇರ್ ಇಂಟರ್ ನ್ಯಾಷನಲ್ ಶಾಲೆಯಲ್ಲಿ ನಡೆದ ಶಾಲಾ ಹಂತದ ವಿದ್ಯಾರ್ಥಿಹಾಗೂ ಪೋಷಕರ ಕ್ರೀಡಾಕೂಟವನ್ನು ಉದ್ಘಾಟಿಸಿ ಮಾತನಾಡಿದರು. (846, 435, 1177, 471)
paragraph: ಕರ್ನಾಟಕ ರಾಜ್ಯ, ಮಾನವ ಹಕ್ಕುಗಳ ಆಯೋಗ ಬೆಂಗಳೂರು, ಜಿಲ್ಲಾಡಳಿತ, ಜಿಲ್ಲಾ ಪಂಚಾಯತಿ, ಜಿಲ್ಲಾ ಕಾನೂನು ಸೇವೆಗಳ ಪ್ರಾಧಿಕಾರ ಹಾಗೂ ಕರ್ನಾಟಕ ಮಾನವ ಹಕ್ಕುಗಳ ಸಮಿತಿ ಕೋಲಾರ ಇವರ ಆಶ್ರಯದಲ್ಲಿ ಇಂದು ನಗರದ ಟಿ.ಚನ್ನಯ್ಯ ರಂಗಮಂದಿರದಲ್ಲಿ ಹಮ್ಮಿಕೊಳ್ಳಲಾದ ವಿಶ್ವ ಮಾನವ ಹಕ್ಕುಗಳ ದಿನಾಚರಣೆ ಉದ್ಘಾಟಿಸಿ ಮಾತನಾಡಿದರು. (885, 2041, 1197, 2136)
person-figure (1414, 1661, 1441, 1815)
article-headline: ಕ್ರೀಡೆಯಲ್ಲಿ ಸೋಲು ಗೆಲುವು ಸಹಜ (846, 102, 1417, 160)
paragraph: ದಿನಾಂಕ:24-02-2025, 25-02-2025, 27-02-2025 28-02-2025 ರಂದು ಹೈದ್ರಾಬಾದ್-ಕರ್ನಾಟಕ ವೃಂದದ ಹುದ್ದೆಗಳಿಗೆ (ಲಿಖಿತ) ಪರೀಕ್ಷೆಗಳನ್ನು ದಿನಾಂಕ: 18-03-2025 ರಿಂದ 21-03-2025 ರವರೆಗೆ ನಡೆಸಲಾಗಿತ್ತು. (303, 2034, 583, 2106)
logo-underline (97, 55, 280, 58)
page-number: 4 (8, 12, 73, 90)
person-figure (1300, 1301, 1328, 1434)
person-figure (1244, 1653, 1271, 1815)
masthead (8, 8, 304, 94)
paragraph: ಮನುಷ್ಯ ಭ್ರೂಣಾವಸ್ಥೆಯಲ್ಲಿರುವಾಗಿನಿಂದ ಕೊನೆವರೆಗೆ ತನ್ನದೇ ಆದ ಹಕ್ಕುಗಳನ್ನು ಹೊಂದಿದ್ದಾನೆ. ಆ ಹಕ್ಕುಗಳನ್ನು ಕಸಿದುಕೊಳ್ಳುವುದು ಅಪರಾಧವಾಗುತ್ತದೆ. ಹೀಗಾಗಿ ಹಕ್ಕುಗಳ ರಕ್ಷಣೆಗೆ ಪ್ರತಿಯೊಬ್ಬರೂ ಕೈ ಜೋಡಿಸಬೇಕು ಎಂದರು. (885, 1961, 1437, 2177)
top-divider (8, 95, 1521, 98)
person-figure (1050, 197, 1077, 338)
article-body-continued (848, 961, 1126, 1336)
article-headline: ಸ್ವಯಂ ಘೋಷಣೆ ಮಾಡುವ ಪ್ರಕ್ರಿಯೆ: ಡಿಸೆಂಬರ್-2025ರ ತಿಂಗಳಾಂತಕ್ಕೆ ವಿಸ್ತರಣೆ (21, 112, 311, 214)
person-figure (766, 862, 794, 951)
person-figure (961, 846, 988, 951)
headline-subkicker: ಗ್ರೂಪ್-ಎ ಉಳಿಕೆ ಮೂಲ ವೃಂದದ 30 ಮತ್ತು ಹೈದ್ರಾಬಾದ್-ಕರ್ನಾಟಕ ವೃಂದದ (90, 1878, 795, 1911)
paragraph: ಹೆಚ್ಚಿನ ಮಾಹಿತಿಗಾಗಿ ಜಿಲ್ಲಾ ಕಾನೂನು ಸೇವೆಗಳ ಪ್ರಾಧಿಕಾರದಿಂದ ಮತ್ತು ಉಚಿತ ಸಹಾಯವಾಣಿಯಿಂದ ಪಡೆಯಬಹುದು ಎಂದು ತಿಳಿಸಿದರು. (1210, 1981, 1521, 2015)
paragraph: ಸಭೆಯಲ್ಲಿ ತಾಲೂಕು ಪಂಚಾಯಿತಿ ಕಾರ್ಯನಿರ್ವಾಹಕ ಅಧಿಕಾರಿ ಹಾಗೂ ವಿವಿಧ ಇಲಾಖೆಗಳ ಅಧಿಕಾರಿಗಳು ಹಾಜರಿದ್ದರು. (353, 379, 798, 394)
photo-frame (612, 757, 1126, 952)
newspaper-logo[interactable] (73, 16, 304, 86)
article-guarantee (333, 102, 835, 596)
dateline: ಕೋಲಾರ: (885, 1961, 925, 1974)
article-body (1138, 707, 1521, 1160)
person-figure (1195, 245, 1223, 338)
bottom-divider (8, 1835, 1521, 1838)
photo-frame (333, 1694, 750, 1832)
section-divider (330, 1439, 1521, 1440)
paragraph (885, 1958, 1197, 2039)
person-figure (1398, 1313, 1425, 1434)
person-figure (1357, 1669, 1385, 1815)
paragraph: ಅಪರ ಪೊಲೀಸ್ ವರಿಷ್ಠಾಧಿಕಾರಿ ಜಗದೀಶ್ ಅವರು ಮಾತನಾಡಿ ಕಳೆದ ದಶಮಾನಗಳಲ್ಲಿ ಸಾಕಷ್ಟು ಬದಲಾವಣೆಗಳು ಆಗಿವೆ. ಸಾಕಷ್ಟು ರಾಷ್ಟ್ರಗಳು ಪ್ರಜಾಪ್ರಭುತ್ವ ವ್ಯವಸ್ಥೆಯನ್ನು ಅಳವಡಿಸಿಕೊಂಡಿದ್ದು ಮಾನವ ಹಕ್ಕುಗಳು ಉಲ್ಲಂಘನೆಯಾಗದಂತೆ ಕಾಪಾಡುವುದು ಸರ್ಕಾರದ ಕರ್ತವ್ಯ ಎಂದರು. (1210, 2021, 1521, 2096)
person-figure (702, 837, 729, 951)
column-divider (1131, 604, 1132, 1437)
logo-part2: ಮುಗಿಲು (181, 16, 272, 53)
photo-frame (1138, 1176, 1521, 1434)
